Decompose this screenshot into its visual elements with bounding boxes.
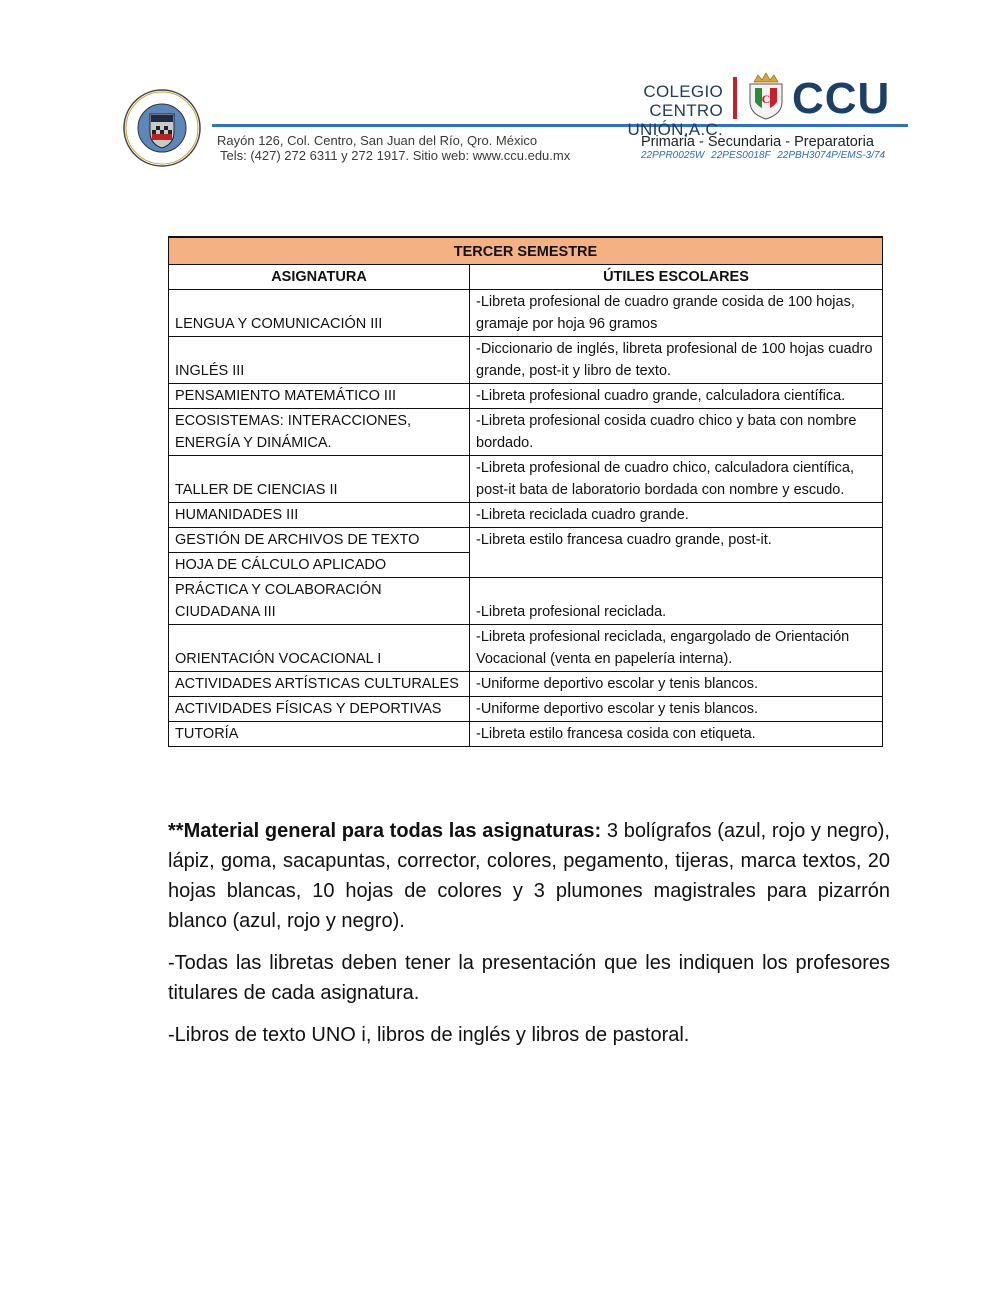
general-material-note xyxy=(168,816,890,936)
supplies-cell: -Libreta profesional reciclada, engargolado de Orientación Vocacional (venta en papelería interna). xyxy=(470,625,883,672)
school-seal-icon xyxy=(122,88,202,168)
supplies-cell: -Libreta reciclada cuadro grande. xyxy=(470,503,883,528)
column-header-subject: ASIGNATURA xyxy=(169,265,470,290)
subject-cell: TUTORÍA xyxy=(169,722,470,747)
general-material-label: **Material general para todas las asignaturas: xyxy=(168,820,602,842)
subject-cell: PRÁCTICA Y COLABORACIÓN CIUDADANA III xyxy=(169,578,470,625)
books-note: -Libros de texto UNO i, libros de inglés y libros de pastoral. xyxy=(168,1024,690,1046)
school-acronym: CCU xyxy=(792,74,891,123)
table-row xyxy=(169,625,883,672)
subject-cell: HUMANIDADES III xyxy=(169,503,470,528)
supplies-cell: -Libreta profesional reciclada. xyxy=(470,578,883,625)
general-material-text: 3 bolígrafos (azul, rojo y negro), lápiz, goma, sacapuntas, corrector, colores, pegamento, tijeras, marca textos, 20 hojas blancas, 10 hojas de colores y 3 plumones magistrales para pizarrón blanco (azul, rojo y negro). xyxy=(168,820,890,932)
supplies-cell: -Libreta profesional cuadro grande, calculadora científica. xyxy=(470,384,883,409)
subject-cell: ACTIVIDADES ARTÍSTICAS CULTURALES xyxy=(169,672,470,697)
supplies-cell: -Libreta profesional de cuadro grande cosida de 100 hojas, gramaje por hoja 96 gramos xyxy=(470,290,883,337)
table-row xyxy=(169,384,883,409)
supplies-cell: -Libreta estilo francesa cosida con etiqueta. xyxy=(470,722,883,747)
school-name-line2: CENTRO UNIÓN,A.C. xyxy=(627,101,723,139)
school-contact: Tels: (427) 272 6311 y 272 1917. Sitio web: www.ccu.edu.mx xyxy=(220,148,571,163)
subject-cell: TALLER DE CIENCIAS II xyxy=(169,456,470,503)
table-row xyxy=(169,722,883,747)
table-row xyxy=(169,503,883,528)
supplies-cell: -Libreta profesional cosida cuadro chico y bata con nombre bordado. xyxy=(470,409,883,456)
table-title-row xyxy=(169,237,883,265)
table-header-row xyxy=(169,265,883,290)
red-divider xyxy=(733,77,737,119)
subject-cell: HOJA DE CÁLCULO APLICADO xyxy=(169,553,470,578)
subject-cell: GESTIÓN DE ARCHIVOS DE TEXTO xyxy=(169,528,470,553)
supplies-cell: -Libreta profesional de cuadro chico, calculadora científica, post-it bata de laboratorio bordada con nombre y escudo. xyxy=(470,456,883,503)
table-row xyxy=(169,697,883,722)
notebooks-note: -Todas las libretas deben tener la presentación que les indiquen los profesores titulares de cada asignatura. xyxy=(168,952,890,1004)
supplies-cell: -Diccionario de inglés, libreta profesional de 100 hojas cuadro grande, post-it y libro de texto. xyxy=(470,337,883,384)
subject-cell: PENSAMIENTO MATEMÁTICO III xyxy=(169,384,470,409)
table-row xyxy=(169,337,883,384)
school-name-line1: COLEGIO xyxy=(643,82,723,101)
subject-cell: ORIENTACIÓN VOCACIONAL I xyxy=(169,625,470,672)
school-name xyxy=(560,82,723,139)
letterhead xyxy=(0,0,1000,190)
subject-cell: ACTIVIDADES FÍSICAS Y DEPORTIVAS xyxy=(169,697,470,722)
subject-cell: INGLÉS III xyxy=(169,337,470,384)
supplies-cell: -Uniforme deportivo escolar y tenis blancos. xyxy=(470,697,883,722)
column-header-supplies: ÚTILES ESCOLARES xyxy=(470,265,883,290)
supplies-cell: -Uniforme deportivo escolar y tenis blancos. xyxy=(470,672,883,697)
table-title: TERCER SEMESTRE xyxy=(169,237,883,265)
crowned-shield-crest-icon xyxy=(746,72,786,120)
notes-section xyxy=(168,816,890,1062)
school-levels: Primaria - Secundaria - Preparatoria xyxy=(641,134,874,150)
table-row xyxy=(169,456,883,503)
table-row xyxy=(169,409,883,456)
school-codes: 22PPR0025W 22PES0018F 22PBH3074P/EMS-3/74 xyxy=(641,150,886,161)
svg-text:C: C xyxy=(761,92,771,106)
table-row xyxy=(169,528,883,553)
subject-cell: LENGUA Y COMUNICACIÓN III xyxy=(169,290,470,337)
supplies-cell-merged: -Libreta estilo francesa cuadro grande, post-it. xyxy=(470,528,883,578)
subject-cell: ECOSISTEMAS: INTERACCIONES, ENERGÍA Y DINÁMICA. xyxy=(169,409,470,456)
school-address: Rayón 126, Col. Centro, San Juan del Río, Qro. México xyxy=(217,133,538,148)
table-row xyxy=(169,578,883,625)
table-row xyxy=(169,672,883,697)
supplies-table xyxy=(168,236,883,747)
table-row xyxy=(169,290,883,337)
